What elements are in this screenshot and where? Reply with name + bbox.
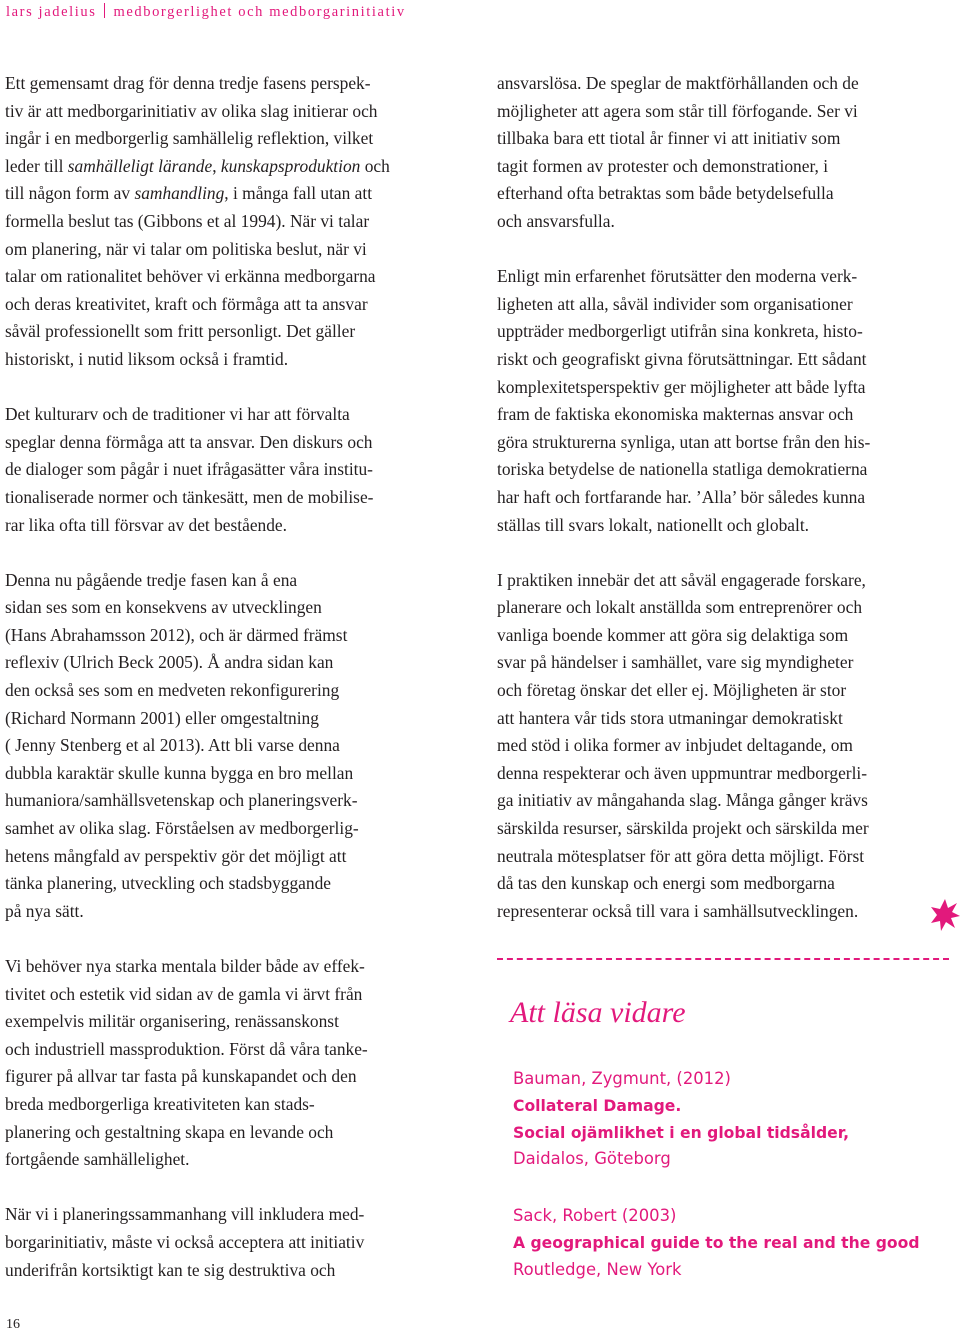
text-line: med stöd i olika former av inbjudet deltagande, om [497, 735, 853, 756]
reference-author: Bauman, Zygmunt, (2012) [513, 1069, 731, 1088]
text-line: leder till samhälleligt lärande, kunskapsproduktion och [5, 155, 390, 176]
text-line: såväl professionellt som fritt personligt. Det gäller [5, 321, 356, 342]
text-line: ligheten att alla, såväl individer som organisationer [497, 293, 853, 314]
text-line: särskilda resurser, särskilda projekt och särskilda mer [497, 818, 869, 839]
text-line: tagit formen av protester och demonstrationer, i [497, 155, 829, 176]
text-line: och ansvarsfulla. [497, 210, 615, 231]
text-line: Denna nu pågående tredje fasen kan å ena [5, 569, 298, 590]
text-line: toriska betydelse de nationella statliga demokratierna [497, 459, 868, 480]
reference-author: Sack, Robert (2003) [513, 1206, 677, 1226]
text-line: hetens mångfald av perspektiv gör det möjligt att [5, 845, 347, 866]
running-head [6, 3, 406, 21]
text-line: fram de faktiska ekonomiska makternas ansvar och [497, 404, 854, 425]
emphasis: kunskapsproduktion [220, 155, 361, 176]
running-head-section: medborgerlighet och medborgarinitiativ [113, 4, 406, 20]
text-line: riskt och geografiskt givna förutsättningar. Ett sådant [497, 348, 867, 369]
text-line: figurer på allvar tar fasta på kunskapandet och den [5, 1066, 357, 1087]
text-line: ställas till svars lokalt, nationellt och globalt. [497, 514, 810, 535]
text-line: reflexiv (Ulrich Beck 2005). Å andra sidan kan [5, 652, 334, 673]
text-line: på nya sätt. [5, 900, 84, 921]
text-line: (Hans Abrahamsson 2012), och är därmed främst [5, 624, 348, 645]
right-column [497, 70, 947, 925]
text-line: representerar också till vara i samhällsutvecklingen. [497, 900, 859, 921]
end-mark-star-icon [930, 898, 960, 932]
reference-list [513, 1066, 920, 1284]
text-line: komplexitetsperspektiv ger möjligheter att både lyfta [497, 376, 866, 397]
left-paragraph-5 [5, 1201, 465, 1284]
text-line: ingår i en medborgerlig samhällelig reflektion, vilket [5, 128, 374, 149]
page-number: 16 [6, 1317, 20, 1332]
left-paragraph-4 [5, 953, 465, 1174]
text-line: När vi i planeringssammanhang vill inkludera med- [5, 1204, 365, 1225]
text-line: Vi behöver nya starka mentala bilder både av effek- [5, 956, 365, 976]
reference-publisher: Daidalos, Göteborg [513, 1149, 671, 1169]
text-line: tänka planering, utveckling och stadsbyggande [5, 873, 331, 894]
right-paragraph-3 [497, 567, 947, 926]
text-line: den också ses som en medveten rekonfigurering [5, 680, 340, 701]
text-line: tillbaka bara ett tiotal år finner vi att initiativ som [497, 128, 841, 149]
text-line: rar lika ofta till försvar av det bestående. [5, 514, 287, 535]
reference-item [513, 1203, 920, 1283]
text-line: ( Jenny Stenberg et al 2013). Att bli varse denna [5, 735, 340, 756]
text-line: denna respekterar och även uppmuntrar medborgerli- [497, 762, 868, 783]
further-reading-heading: Att läsa vidare [510, 996, 686, 1029]
text-line: samhet av olika slag. Förståelsen av medborgerlig- [5, 818, 359, 839]
left-paragraph-3 [5, 567, 465, 926]
text-line: uppträder medborgerligt utifrån sina konkreta, histo- [497, 321, 863, 342]
text-line: de dialoger som pågår i nuet ifrågasätter våra institu- [5, 459, 373, 480]
reference-publisher: Routledge, New York [513, 1259, 682, 1279]
text-line: Ett gemensamt drag för denna tredje fasens perspek- [5, 73, 371, 93]
text-line: sidan ses som en konsekvens av utvecklingen [5, 597, 322, 618]
reference-item [513, 1066, 920, 1173]
dashed-divider [497, 958, 949, 960]
text-line: breda medborgerliga kreativiteten kan stads- [5, 1093, 315, 1114]
right-paragraph-2 [497, 263, 947, 539]
text-line: då tas den kunskap och energi som medborgarna [497, 873, 835, 894]
text-line: fortgående samhällelighet. [5, 1149, 190, 1170]
text-line: och deras kreativitet, kraft och förmåga att ta ansvar [5, 293, 368, 314]
text-line: att hantera vår tids stora utmaningar demokratiskt [497, 707, 843, 728]
text-line: Det kulturarv och de traditioner vi har att förvalta [5, 404, 350, 425]
text-line: och företag önskar det eller ej. Möjligheten är stor [497, 680, 847, 701]
text-line: planerare och lokalt anställda som entreprenörer och [497, 597, 863, 618]
reference-title: Collateral Damage. [513, 1096, 682, 1115]
text-line: humaniora/samhällsvetenskap och planeringsverk- [5, 790, 358, 811]
text-line: Enligt min erfarenhet förutsätter den moderna verk- [497, 266, 858, 287]
text-line: dubbla karaktär skulle kunna bygga en bro mellan [5, 762, 354, 783]
text-line: speglar denna förmåga att ta ansvar. Den diskurs och [5, 431, 373, 452]
reference-subtitle: Social ojämlikhet i en global tidsålder, [513, 1123, 850, 1142]
text-line: efterhand ofta betraktas som både betydelsefulla [497, 183, 834, 204]
text-line: tiv är att medborgarinitiativ av olika slag initierar och [5, 100, 378, 121]
text-line: möjligheter att agera som står till förfogande. Ser vi [497, 100, 858, 121]
text-line: till någon form av samhandling, i många fall utan att [5, 183, 373, 204]
text-line: ansvarslösa. De speglar de maktförhållanden och de [497, 73, 859, 93]
text-line: underifrån kortsiktigt kan te sig destruktiva och [5, 1259, 336, 1280]
left-column [5, 70, 465, 1284]
left-paragraph-1 [5, 70, 465, 374]
text-line: (Richard Normann 2001) eller omgestaltning [5, 707, 319, 728]
text-line: vanliga boende kommer att göra sig delaktiga som [497, 624, 849, 645]
text-line: om planering, när vi talar om politiska beslut, när vi [5, 238, 367, 259]
text-line: formella beslut tas (Gibbons et al 1994). När vi talar [5, 210, 370, 231]
emphasis: samhandling [134, 183, 225, 204]
reference-title: A geographical guide to the real and the good [513, 1233, 920, 1252]
emphasis: samhälleligt lärande [67, 155, 213, 176]
running-head-separator [104, 3, 105, 18]
left-paragraph-2 [5, 401, 465, 539]
text-line: planering och gestaltning skapa en levande och [5, 1121, 334, 1142]
text-line: har haft och fortfarande har. ’Alla’ bör således kunna [497, 486, 866, 507]
text-line: borgarinitiativ, måste vi också acceptera att initiativ [5, 1231, 365, 1252]
text-line: I praktiken innebär det att såväl engagerade forskare, [497, 569, 866, 590]
text-line: exempelvis militär organisering, renässanskonst [5, 1011, 339, 1032]
text-line: historiskt, i nutid liksom också i framtid. [5, 348, 289, 369]
text-line: tionaliserade normer och tänkesätt, men de mobilise- [5, 486, 374, 507]
text-line: tivitet och estetik vid sidan av de gamla vi ärvt från [5, 983, 363, 1004]
text-line: svar på händelser i samhället, vare sig myndigheter [497, 652, 854, 673]
text-line: ga initiativ av mångahanda slag. Många gånger krävs [497, 790, 868, 811]
text-line: och industriell massproduktion. Först då våra tanke- [5, 1038, 368, 1059]
text-line: talar om rationalitet behöver vi erkänna medborgarna [5, 266, 376, 287]
text-line: neutrala mötesplatser för att göra detta möjligt. Först [497, 845, 865, 866]
text-line: göra strukturerna synliga, utan att bortse från den his- [497, 431, 871, 452]
right-paragraph-1 [497, 70, 947, 236]
running-head-author: lars jadelius [6, 4, 97, 20]
